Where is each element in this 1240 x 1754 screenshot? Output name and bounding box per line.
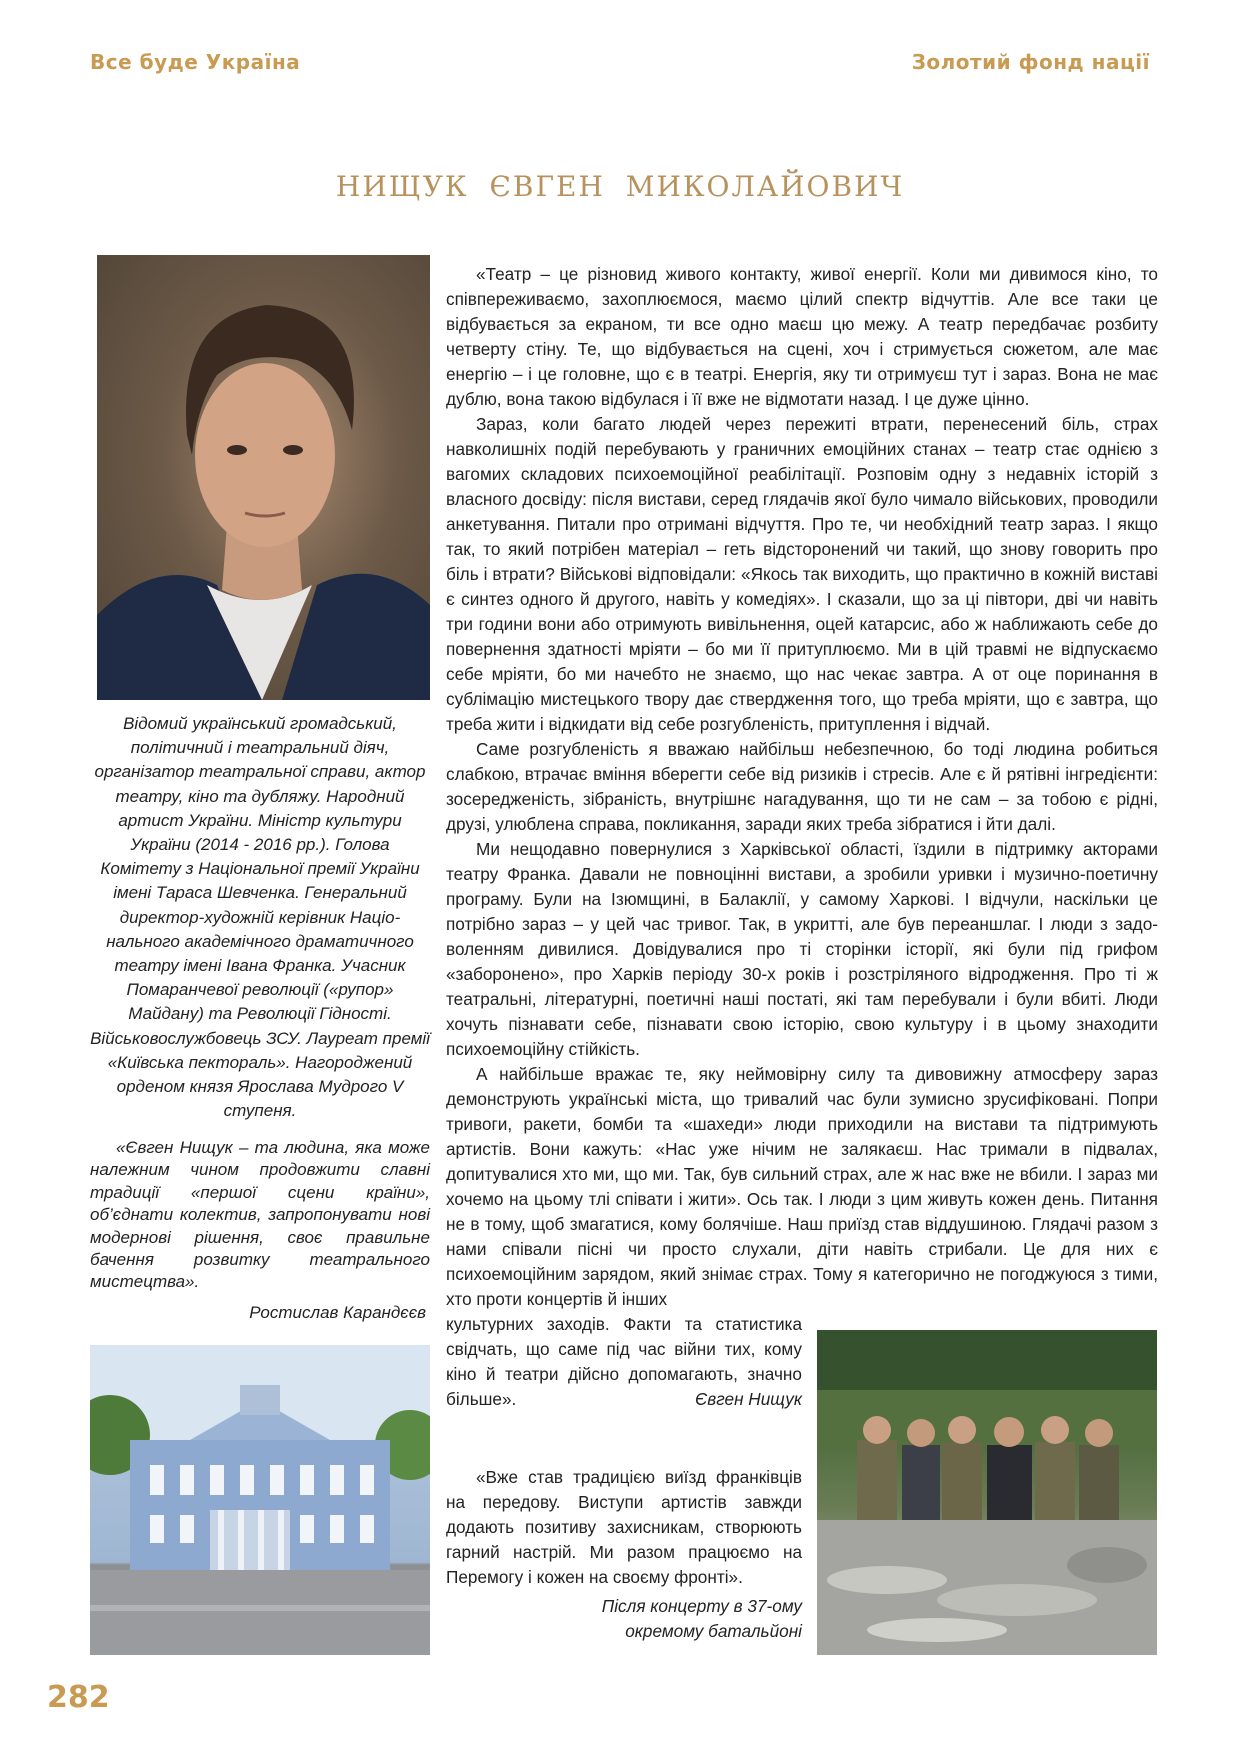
body-paragraph: Ми нещодавно повернулися з Харківської області, їздили в підтримку акторами театру Франка. Давали не повноцінні вистави, а зробили уривки і музично-поетичну програму. Були на Ізюмщині, в Балаклії, у самому Харкові. І відчули, наскільки це потрібно зараз – у цей час тривог. Так, в укритті, але був переаншлаг. І люди з задоволенням дивилися. Довідувалися про ті сторінки історії, які були під грифом «заборонено», про Харків періоду 30-х років і розстріляного відродження. Про ті ж театральні, літературні, поетичні наші постаті, які там перебували і були вбиті. Люди хочуть пізнавати себе, пізнавати свою історію, свою культуру і в цьому знаходити психоемоційну стійкість. [446,839,1158,1059]
colleague-quote-author: Ростислав Карандєєв [249,1303,426,1322]
body-paragraph: А найбільше вражає те, яку неймовірну силу та дивовижну атмосферу зараз демонструють українські міста, що тривалий час були зумисно зрусифіковані. Попри тривоги, ракети, бомби та «шахеди» люди приходили на вистави та підтримують артистів. Вони кажуть: «Нас уже нічим не залякаєш. Нас тримали в підвалах, допитувалися хто ми, що ми. Так, був сильний страх, але ж нас вже не вбили. І зараз ми хочемо на цьому тлі співати і жити». Ось так. І люди з цим живуть кожен день. Питання не в тому, щоб змагатися, кому болячіше. Наш приїзд став віддушиною. Глядачі разом з нами співали пісні чи просто слухали, діти навіть стрибали. Це для них є психоемоційним зарядом, який знімає страх. Тому я категорично не погоджуюся з тими, хто проти концертів й інших [446,1064,1158,1309]
bio-caption: Відомий український громадський, політичний і театральний діяч, організатор театральної справи, актор театру, кіно та дубляжу. Народний артист України. Міністр культури України (2014 - 2016 рр.). Голова Комітету з Національної премії України імені Тараса Шевченка. Генеральний директор-художній керівник Національного академічного драматичного театру імені Івана Франка. Учасник Помаранчевої революції («рупор» Майдану) та Революції Гідності. Військовослужбовець ЗСУ. Лауреат премії «Київська пектораль». Нагороджений орденом князя Ярослава Мудрого V ступеня. [90,714,430,1121]
portrait-photo [97,255,430,700]
colleague-quote: «Євген Нищук – та людина, яка може належним чином продовжити славні традиції «першої сцени країни», об’єднати колектив, запропонувати нові модернові рішення, своє правильне бачення розвитку театрального мистецтва». [90,1138,430,1292]
running-header-right: Золотий фонд нації [911,50,1150,74]
body-author: Євген Нищук [695,1389,802,1409]
body-paragraph: «Театр – це різновид живого контакту, живої енергії. Коли ми дивимося кіно, то співпереживаємо, захоплюємося, маємо цілий спектр відчуттів. Але все таки це відбувається за екраном, ти все одно маєш цю межу. А театр передбачає розбиту четверту стіну. Те, що відбувається на сцені, хоч і стримується сюжетом, але має енергію – і це головне, що є в театрі. Енергія, яку ти отримуєш тут і зараз. Вона не має дублю, вона такою відбулася і її вже не відмотати назад. І це дуже цінно. [446,264,1158,409]
running-header-left: Все буде Україна [90,50,301,74]
article-body-continued [446,1312,802,1412]
frontline-quote-source-line1: Після концерту в 37-ому [601,1596,802,1616]
body-continued-text: культурних заходів. Факти та статистика свідчать, що саме під час війни тих, кому кіно й театри дійсно допомагають, значно більше». [446,1314,802,1409]
body-paragraph: Зараз, коли багато людей через пережиті втрати, перенесений біль, страх навколишніх подій перебувають у граничних емоційних станах – театр стає однією з вагомих складових психоемоційної реабілітації. Розповім одну з недавніх історій з власного досвіду: після вистави, серед глядачів якої було чимало військових, проводили анкетування. Питали про отримані відчуття. Про те, чи необхідний театр зараз. І якщо так, то який потрібен матеріал – геть відсторонений чи такий, що знову говорить про біль і втрати? Військові відповідали: «Якось так виходить, що практично в кожній виставі є синтез одного й другого, навіть у комедіях». І сказали, що за ці півтори, дві чи навіть три години вони або отримують вивільнення, оцей катарсис, або ж наближають себе до повернення здатності мріяти – бо ми її притуплюємо. Ми в цій травмі не відпускаємо себе мріяти, бо ми начебто не знаємо, що нас чекає завтра. А от оце поринання в сублімацію мистецького твору дає ствердження того, що треба мріяти, що є завтра, що треба жити і відкидати від себе розгубленість, притуплення і відчай. [446,414,1158,734]
body-paragraph: Саме розгубленість я вважаю найбільш небезпечною, бо тоді людина робиться слабкою, втрачає вміння вберегти себе від ризиків і стресів. Але є й рятівні інгредієнти: зосередженість, зібраність, внутрішнє нагадування, що ти не сам – за тобою є рідні, друзі, улюблена справа, покликання, заради яких треба зібратися і йти далі. [446,739,1158,834]
frontline-quote-source-line2: окремому батальйоні [625,1621,802,1641]
frontline-quote-source [446,1594,802,1644]
article-title: НИЩУК ЄВГЕН МИКОЛАЙОВИЧ [335,170,905,203]
frontline-group-photo [817,1330,1157,1655]
theater-building-photo [90,1345,430,1655]
frontline-quote: «Вже став традицією виїзд франківців на передову. Виступи артистів завжди додають позитиву захисникам, створюють гарний настрій. Ми разом працюємо на Перемогу і кожен на своєму фронті». [446,1467,802,1587]
page-number: 282 [47,1680,110,1715]
article-body [446,262,1158,1312]
